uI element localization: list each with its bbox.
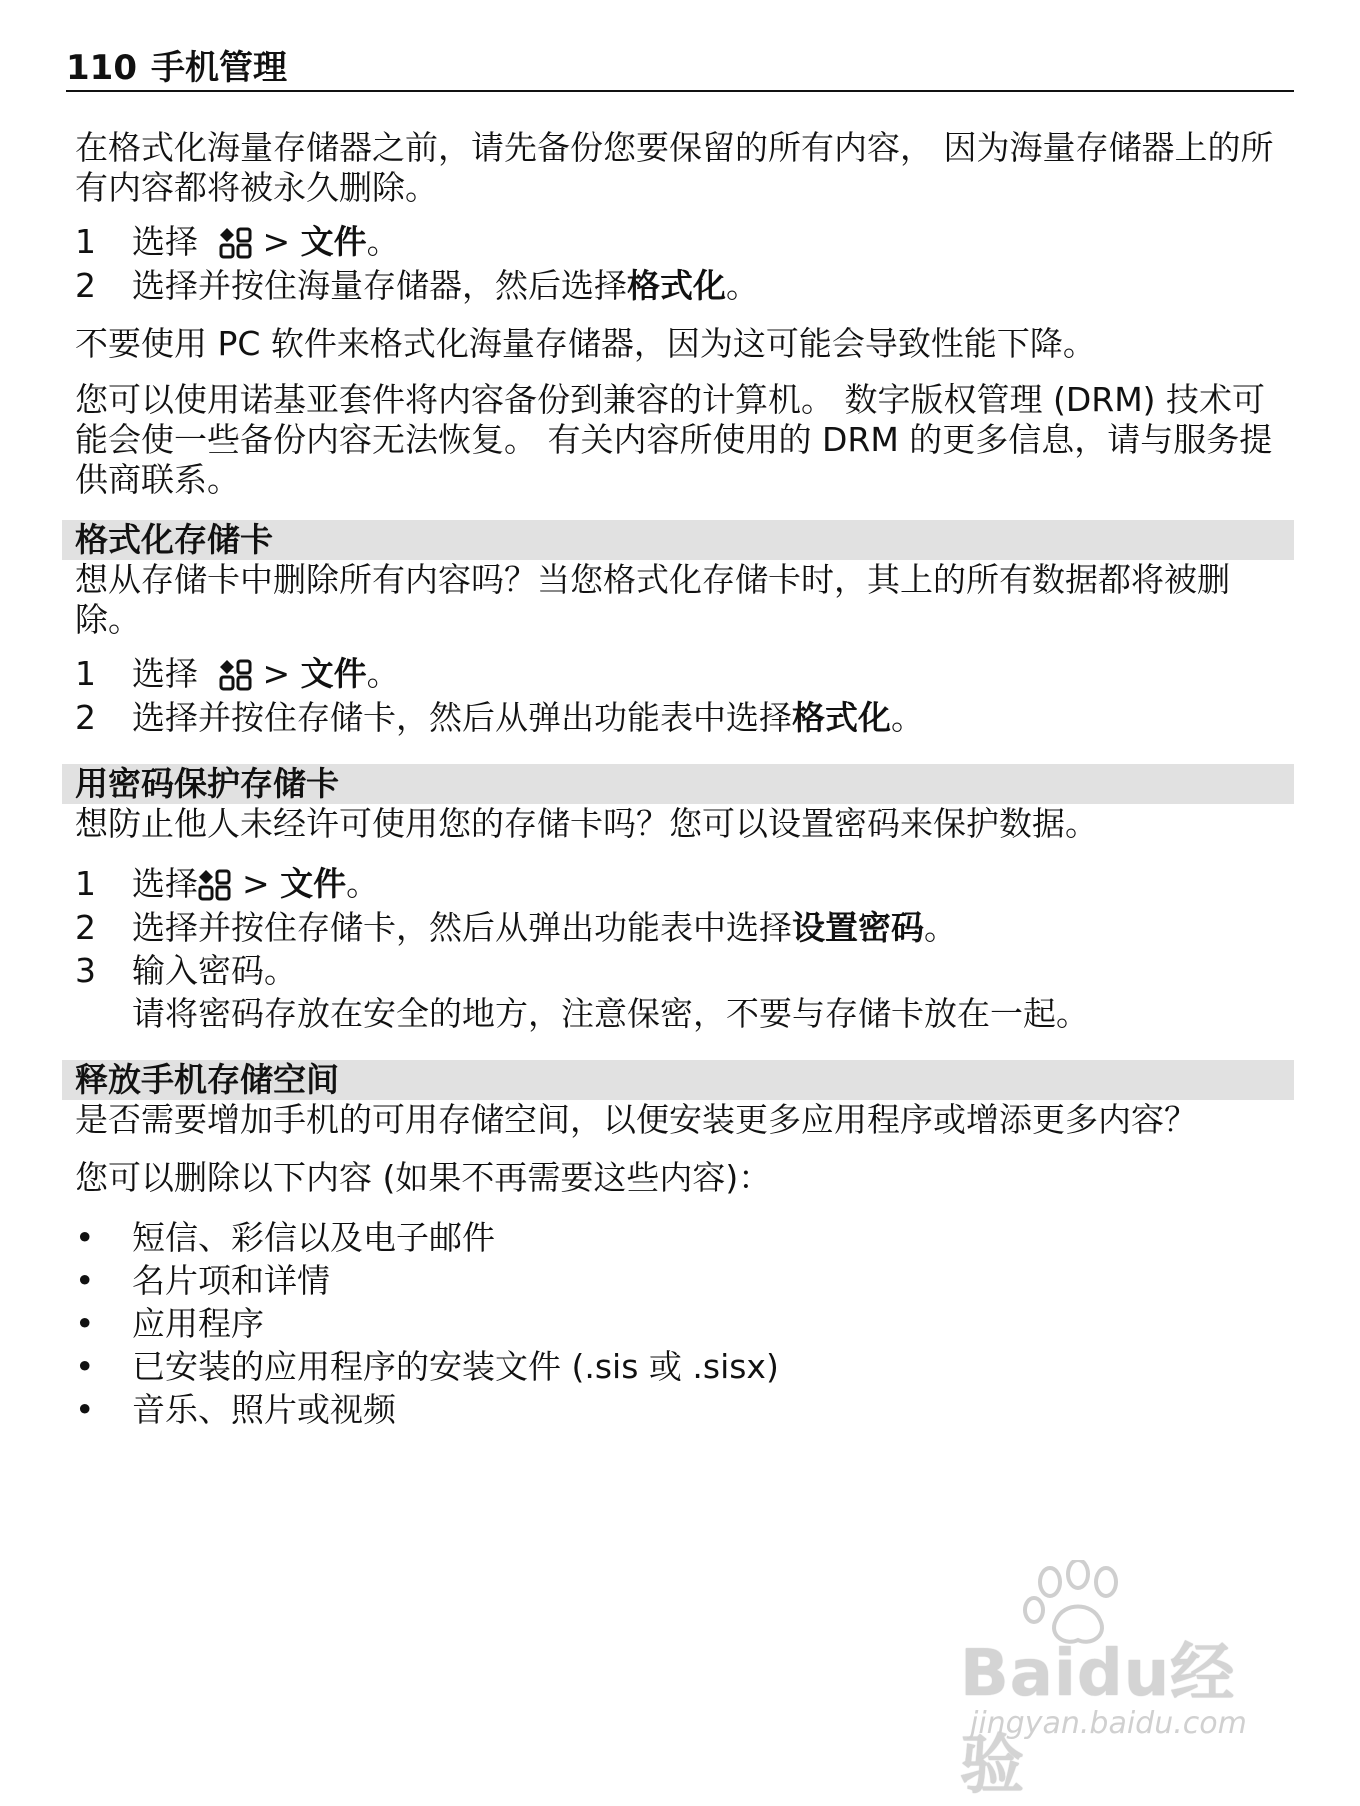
step-number: 1 bbox=[75, 222, 96, 261]
step-number: 1 bbox=[75, 864, 96, 903]
section-heading-format-card: 格式化存储卡 bbox=[62, 520, 1294, 560]
format-card-text: 想从存储卡中删除所有内容吗？当您格式化存储卡时，其上的所有数据都将被删除。 bbox=[75, 560, 1230, 639]
list-item: • 已安装的应用程序的安装文件 (.sis 或 .sisx) bbox=[75, 1347, 779, 1386]
page-number: 110 bbox=[66, 48, 137, 88]
list-item: • 应用程序 bbox=[75, 1304, 264, 1343]
step-number: 1 bbox=[75, 654, 96, 693]
menu-path-files: 文件 bbox=[300, 654, 367, 693]
password-card-step-2: 2 选择并按住存储卡，然后从弹出功能表中选择设置密码。 bbox=[75, 908, 957, 947]
menu-path-files: 文件 bbox=[280, 864, 347, 903]
intro-step-2: 2 选择并按住海量存储器，然后选择格式化。 bbox=[75, 266, 759, 305]
option-set-password: 设置密码 bbox=[792, 908, 924, 947]
list-item: • 短信、彩信以及电子邮件 bbox=[75, 1218, 495, 1257]
menu-path-files: 文件 bbox=[300, 222, 367, 261]
bullet: • bbox=[75, 1304, 95, 1343]
page-header bbox=[66, 48, 1294, 92]
format-card-step-1: 1 选择 > 文件。 bbox=[75, 654, 400, 693]
page-title: 手机管理 bbox=[150, 48, 287, 88]
password-card-step-3: 3 输入密码。 bbox=[75, 951, 297, 990]
intro-paragraph-1: 在格式化海量存储器之前，请先备份您要保留的所有内容， 因为海量存储器上的所有内容都将被永久删除。 bbox=[75, 128, 1274, 207]
password-card-note: 请将密码存放在安全的地方，注意保密，不要与存储卡放在一起。 bbox=[132, 994, 1089, 1033]
step-number: 2 bbox=[75, 266, 96, 305]
watermark-logo: Baidu经验 bbox=[960, 1637, 1236, 1803]
bullet: • bbox=[75, 1261, 95, 1300]
step-number: 2 bbox=[75, 908, 96, 947]
step-text: 选择 bbox=[132, 222, 198, 261]
section-heading-free-memory: 释放手机存储空间 bbox=[62, 1060, 1294, 1100]
section-heading-password-card: 用密码保护存储卡 bbox=[62, 764, 1294, 804]
free-memory-text-2: 您可以删除以下内容 (如果不再需要这些内容)： bbox=[75, 1158, 772, 1197]
menu-icon bbox=[219, 659, 253, 691]
step-number: 3 bbox=[75, 951, 96, 990]
list-item: • 名片项和详情 bbox=[75, 1261, 330, 1300]
password-card-step-1: 1 选择 > 文件。 bbox=[75, 864, 380, 903]
option-format: 格式化 bbox=[627, 266, 726, 305]
watermark-url: jingyan.baidu.com bbox=[970, 1706, 1247, 1741]
menu-icon bbox=[198, 869, 232, 901]
intro-paragraph-3: 您可以使用诺基亚套件将内容备份到兼容的计算机。 数字版权管理 (DRM) 技术可能会使一些备份内容无法恢复。 有关内容所使用的 DRM 的更多信息，请与服务提供商联系。 bbox=[75, 380, 1273, 499]
bullet: • bbox=[75, 1218, 95, 1257]
password-card-text: 想防止他人未经许可使用您的存储卡吗？您可以设置密码来保护数据。 bbox=[75, 804, 1098, 843]
bullet: • bbox=[75, 1347, 95, 1386]
bullet: • bbox=[75, 1390, 95, 1429]
intro-step-1: 1 选择 > 文件。 bbox=[75, 222, 400, 261]
step-number: 2 bbox=[75, 698, 96, 737]
baidu-watermark bbox=[960, 1560, 1290, 1803]
list-item: • 音乐、照片或视频 bbox=[75, 1390, 396, 1429]
intro-paragraph-2: 不要使用 PC 软件来格式化海量存储器，因为这可能会导致性能下降。 bbox=[75, 324, 1096, 363]
format-card-step-2: 2 选择并按住存储卡，然后从弹出功能表中选择格式化。 bbox=[75, 698, 924, 737]
free-memory-text: 是否需要增加手机的可用存储空间，以便安装更多应用程序或增添更多内容？ bbox=[75, 1100, 1197, 1139]
option-format: 格式化 bbox=[792, 698, 891, 737]
menu-icon bbox=[219, 227, 253, 259]
